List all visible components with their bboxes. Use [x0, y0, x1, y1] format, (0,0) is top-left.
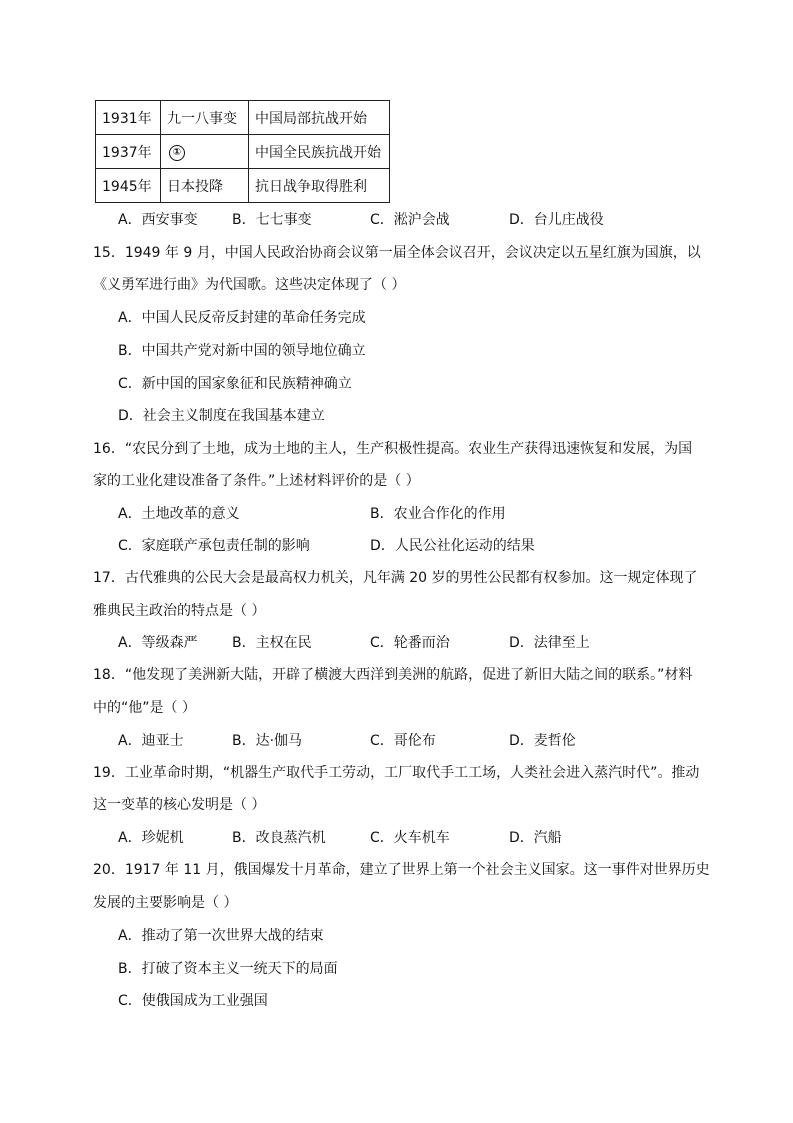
question-text: 雅典民主政治的特点是（ ） [93, 603, 266, 619]
option-d[interactable]: D．台儿庄战役 [509, 212, 604, 228]
option-b[interactable]: B．农业合作化的作用 [370, 506, 506, 522]
question-text: 发展的主要影响是（ ） [93, 895, 238, 911]
option-c[interactable]: C．火车机车 [370, 830, 450, 846]
option-b[interactable]: B．七七事变 [232, 212, 312, 228]
question-text: 15．1949 年 9 月，中国人民政治协商会议第一届全体会议召开，会议决定以五星红旗为国旗，以 [93, 245, 701, 261]
blank-marker-1: ① [169, 145, 185, 161]
question-text: 20．1917 年 11 月，俄国爆发十月革命，建立了世界上第一个社会主义国家。这一事件对世界历史 [93, 862, 710, 878]
question-text: 19．工业革命时期，“机器生产取代手工劳动，工厂取代手工工场，人类社会进入蒸汽时代”。推动 [93, 765, 700, 781]
option-d[interactable]: D．社会主义制度在我国基本建立 [118, 408, 325, 424]
option-c[interactable]: C．使俄国成为工业强国 [118, 993, 268, 1009]
meaning-cell: 中国全民族抗战开始 [249, 135, 390, 169]
meaning-cell: 中国局部抗战开始 [249, 101, 390, 135]
option-d[interactable]: D．麦哲伦 [509, 733, 576, 749]
option-c[interactable]: C．哥伦布 [370, 733, 436, 749]
option-c[interactable]: C．轮番而治 [370, 635, 450, 651]
option-b[interactable]: B．主权在民 [232, 635, 312, 651]
option-c[interactable]: C．家庭联产承包责任制的影响 [118, 538, 310, 554]
table-row [96, 169, 390, 203]
option-a[interactable]: A．珍妮机 [118, 830, 184, 846]
option-b[interactable]: B．改良蒸汽机 [232, 830, 326, 846]
table-row [96, 101, 390, 135]
question-text: 中的“他”是（ ） [93, 700, 196, 716]
event-cell [161, 135, 249, 169]
table-row [96, 135, 390, 169]
option-d[interactable]: D．汽船 [509, 830, 562, 846]
option-c[interactable]: C．新中国的国家象征和民族精神确立 [118, 376, 352, 392]
year-cell: 1931年 [96, 101, 161, 135]
question-text: 16．“农民分到了土地，成为土地的主人，生产积极性提高。农业生产获得迅速恢复和发展，为国 [93, 441, 693, 457]
meaning-cell: 抗日战争取得胜利 [249, 169, 390, 203]
question-text: 18．“他发现了美洲新大陆，开辟了横渡大西洋到美洲的航路，促进了新旧大陆之间的联系。”材料 [93, 667, 693, 683]
event-cell: 日本投降 [161, 169, 249, 203]
question-text: 这一变革的核心发明是（ ） [93, 797, 266, 813]
option-b[interactable]: B．达·伽马 [232, 733, 303, 749]
question-text: 17．古代雅典的公民大会是最高权力机关，凡年满 20 岁的男性公民都有权参加。这一规定体现了 [93, 570, 698, 586]
option-a[interactable]: A．等级森严 [118, 635, 198, 651]
option-b[interactable]: B．打破了资本主义一统天下的局面 [118, 961, 338, 977]
year-cell: 1937年 [96, 135, 161, 169]
timeline-table [95, 100, 390, 203]
question-text: 家的工业化建设准备了条件。”上述材料评价的是（ ） [93, 473, 420, 489]
option-a[interactable]: A．迪亚士 [118, 733, 184, 749]
option-a[interactable]: A．推动了第一次世界大战的结束 [118, 928, 324, 944]
option-d[interactable]: D．人民公社化运动的结果 [370, 538, 535, 554]
event-cell: 九一八事变 [161, 101, 249, 135]
option-a[interactable]: A．土地改革的意义 [118, 506, 240, 522]
option-b[interactable]: B．中国共产党对新中国的领导地位确立 [118, 343, 366, 359]
option-d[interactable]: D．法律至上 [509, 635, 590, 651]
option-a[interactable]: A．中国人民反帝反封建的革命任务完成 [118, 310, 366, 326]
option-a[interactable]: A．西安事变 [118, 212, 198, 228]
year-cell: 1945年 [96, 169, 161, 203]
question-text: 《义勇军进行曲》为代国歌。这些决定体现了（ ） [93, 277, 406, 293]
option-c[interactable]: C．淞沪会战 [370, 212, 450, 228]
